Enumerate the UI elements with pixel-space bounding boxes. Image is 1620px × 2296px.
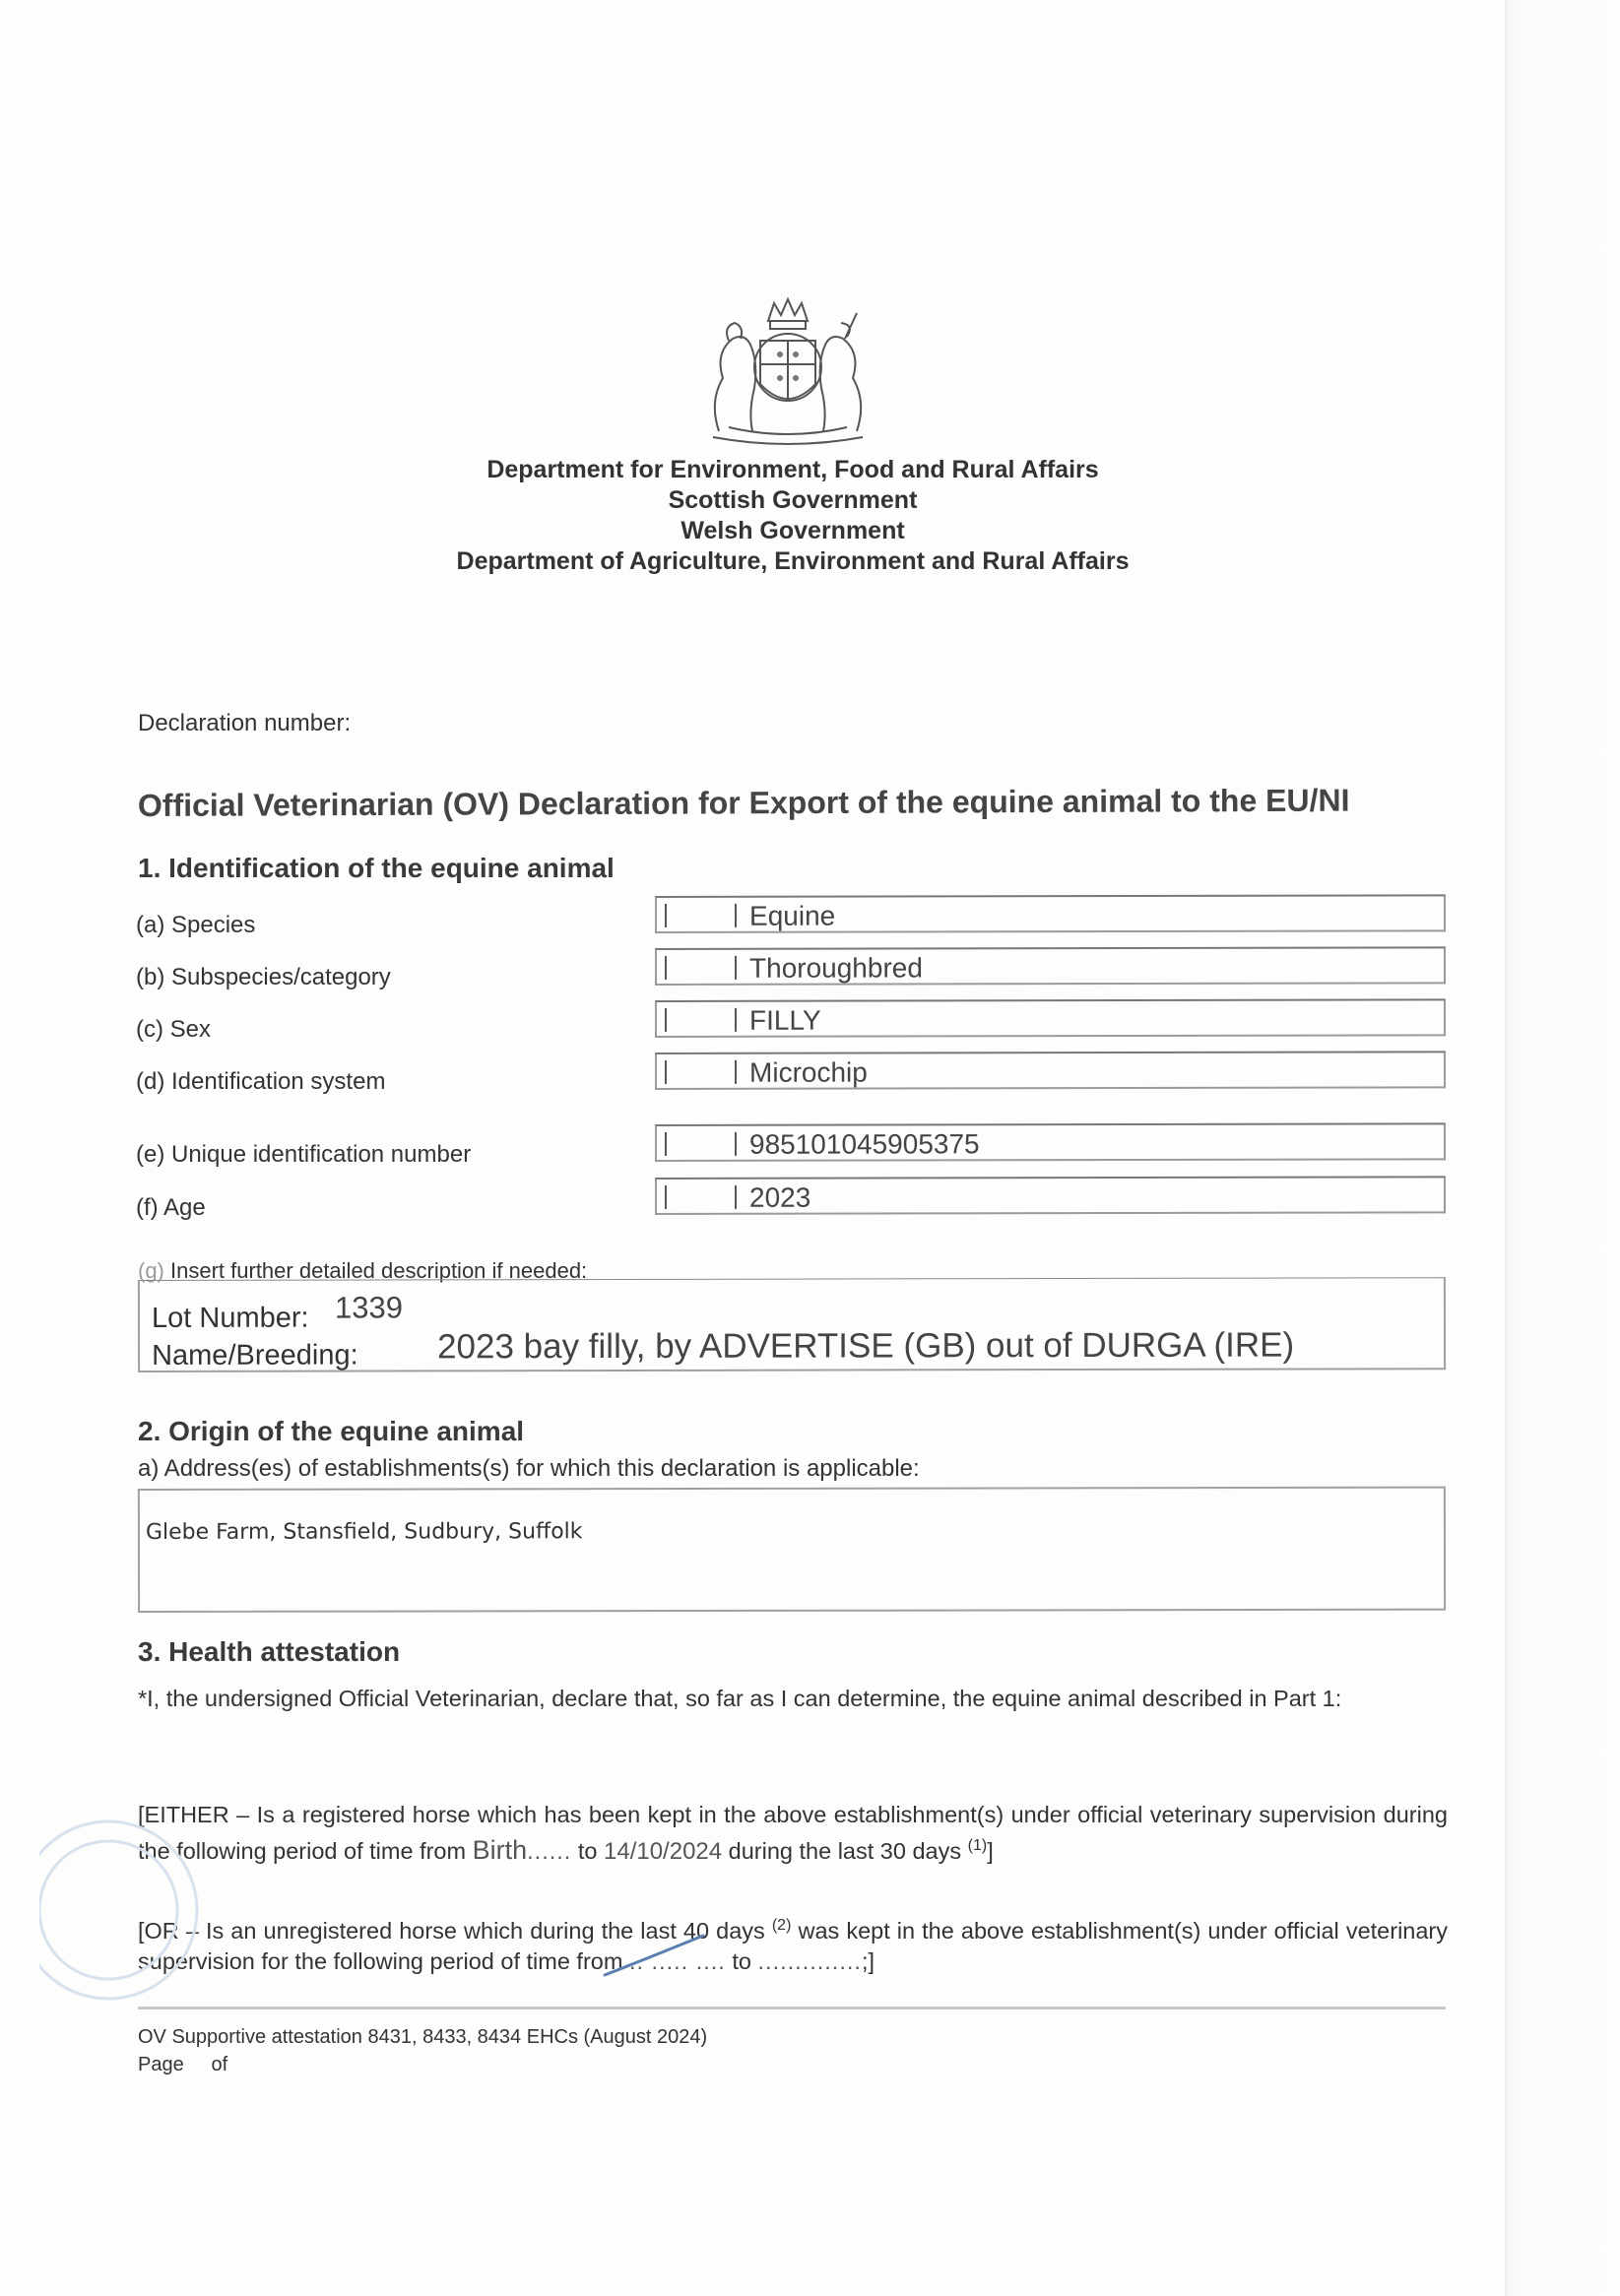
page-label: Page [138, 2054, 184, 2075]
document-title: Official Veterinarian (OV) Declaration for Export of the equine animal to the EU/NI [137, 782, 1350, 823]
coat-of-arms-logo [689, 293, 886, 451]
subspecies-field [655, 946, 1446, 986]
health-attestation-intro: *I, the undersigned Official Veterinarian, declare that, so far as I can determine, the equine animal described in Part 1: [138, 1686, 1342, 1711]
declaration-number-label: Declaration number: [138, 710, 352, 736]
unique-id-field [655, 1122, 1446, 1162]
further-description-text: Insert further detailed description if needed: [170, 1258, 588, 1283]
footer-page-number [138, 2054, 227, 2076]
subspecies-label: (b) Subspecies/category [136, 964, 391, 990]
official-stamp [39, 1792, 236, 2048]
age-field [655, 1176, 1446, 1215]
further-description-box [138, 1277, 1446, 1372]
section-3-heading: 3. Health attestation [138, 1636, 401, 1667]
identification-system-value: Microchip [748, 1056, 868, 1088]
department-line: Department for Environment, Food and Rural Affairs [486, 456, 1099, 483]
either-from-value: Birth [472, 1834, 528, 1865]
unique-id-label: (e) Unique identification number [136, 1141, 472, 1168]
or-clause [138, 1910, 1448, 1977]
either-to-value: 14/10/2024 [604, 1837, 723, 1865]
unique-id-value: 985101045905375 [748, 1128, 980, 1160]
either-from-dots: ...... [527, 1837, 572, 1864]
species-value: Equine [748, 900, 836, 931]
either-clause-text: [EITHER – Is a registered horse which has been kept in the above establishment(s) under official veterinary supervision during the following period of time from [138, 1802, 1448, 1864]
footer-divider [138, 2007, 1446, 2009]
pen-strike-mark [601, 1930, 709, 1979]
or-clause-text: [OR – Is an unregistered horse which during the last 40 days [138, 1917, 765, 1944]
scan-page-edge [1505, 0, 1620, 2296]
either-period-text: during the last 30 days [728, 1837, 962, 1864]
identification-system-field [655, 1051, 1446, 1090]
or-from-dots: .. ..... .... [628, 1947, 726, 1974]
issuing-departments [0, 455, 1586, 577]
age-value: 2023 [748, 1181, 811, 1213]
name-breeding-value: 2023 bay filly, by ADVERTISE (GB) out of DURGA (IRE) [437, 1325, 1295, 1367]
department-line: Scottish Government [668, 486, 918, 514]
either-footnote: (1) [967, 1837, 988, 1854]
or-to-word: to [732, 1947, 751, 1974]
lot-number-label: Lot Number: [151, 1302, 309, 1334]
address-intro: a) Address(es) of establishments(s) for which this declaration is applicable: [138, 1455, 920, 1482]
species-label: (a) Species [136, 912, 256, 938]
identification-system-label: (d) Identification system [136, 1068, 386, 1095]
or-to-dots: .............. [757, 1947, 862, 1974]
either-to-word: to [577, 1837, 598, 1864]
section-1-heading: 1. Identification of the equine animal [138, 853, 615, 883]
or-footnote: (2) [771, 1917, 792, 1934]
or-clause-text-2: was kept in the above establishment(s) under official veterinary supervision for the following period of time from [138, 1917, 1449, 1974]
age-label: (f) Age [136, 1194, 206, 1221]
either-close: ] [987, 1837, 994, 1864]
or-close: ;] [861, 1947, 875, 1974]
department-line: Department of Agriculture, Environment and Rural Affairs [456, 547, 1130, 575]
address-box [138, 1487, 1446, 1613]
name-breeding-label: Name/Breeding: [152, 1339, 358, 1371]
department-line: Welsh Government [680, 517, 905, 544]
sex-value: FILLY [748, 1004, 821, 1036]
sex-field [655, 998, 1446, 1038]
lot-number-value: 1339 [334, 1290, 403, 1325]
of-label: of [211, 2054, 228, 2075]
species-field [655, 894, 1446, 933]
section-2-heading: 2. Origin of the equine animal [138, 1416, 525, 1446]
subspecies-value: Thoroughbred [748, 952, 923, 984]
footer-form-reference: OV Supportive attestation 8431, 8433, 8434 EHCs (August 2024) [138, 2026, 708, 2048]
sex-label: (c) Sex [136, 1016, 212, 1043]
either-clause [138, 1800, 1448, 1867]
further-description-prefix: (g) [138, 1258, 164, 1283]
address-value: Glebe Farm, Stansfield, Sudbury, Suffolk [145, 1519, 583, 1545]
